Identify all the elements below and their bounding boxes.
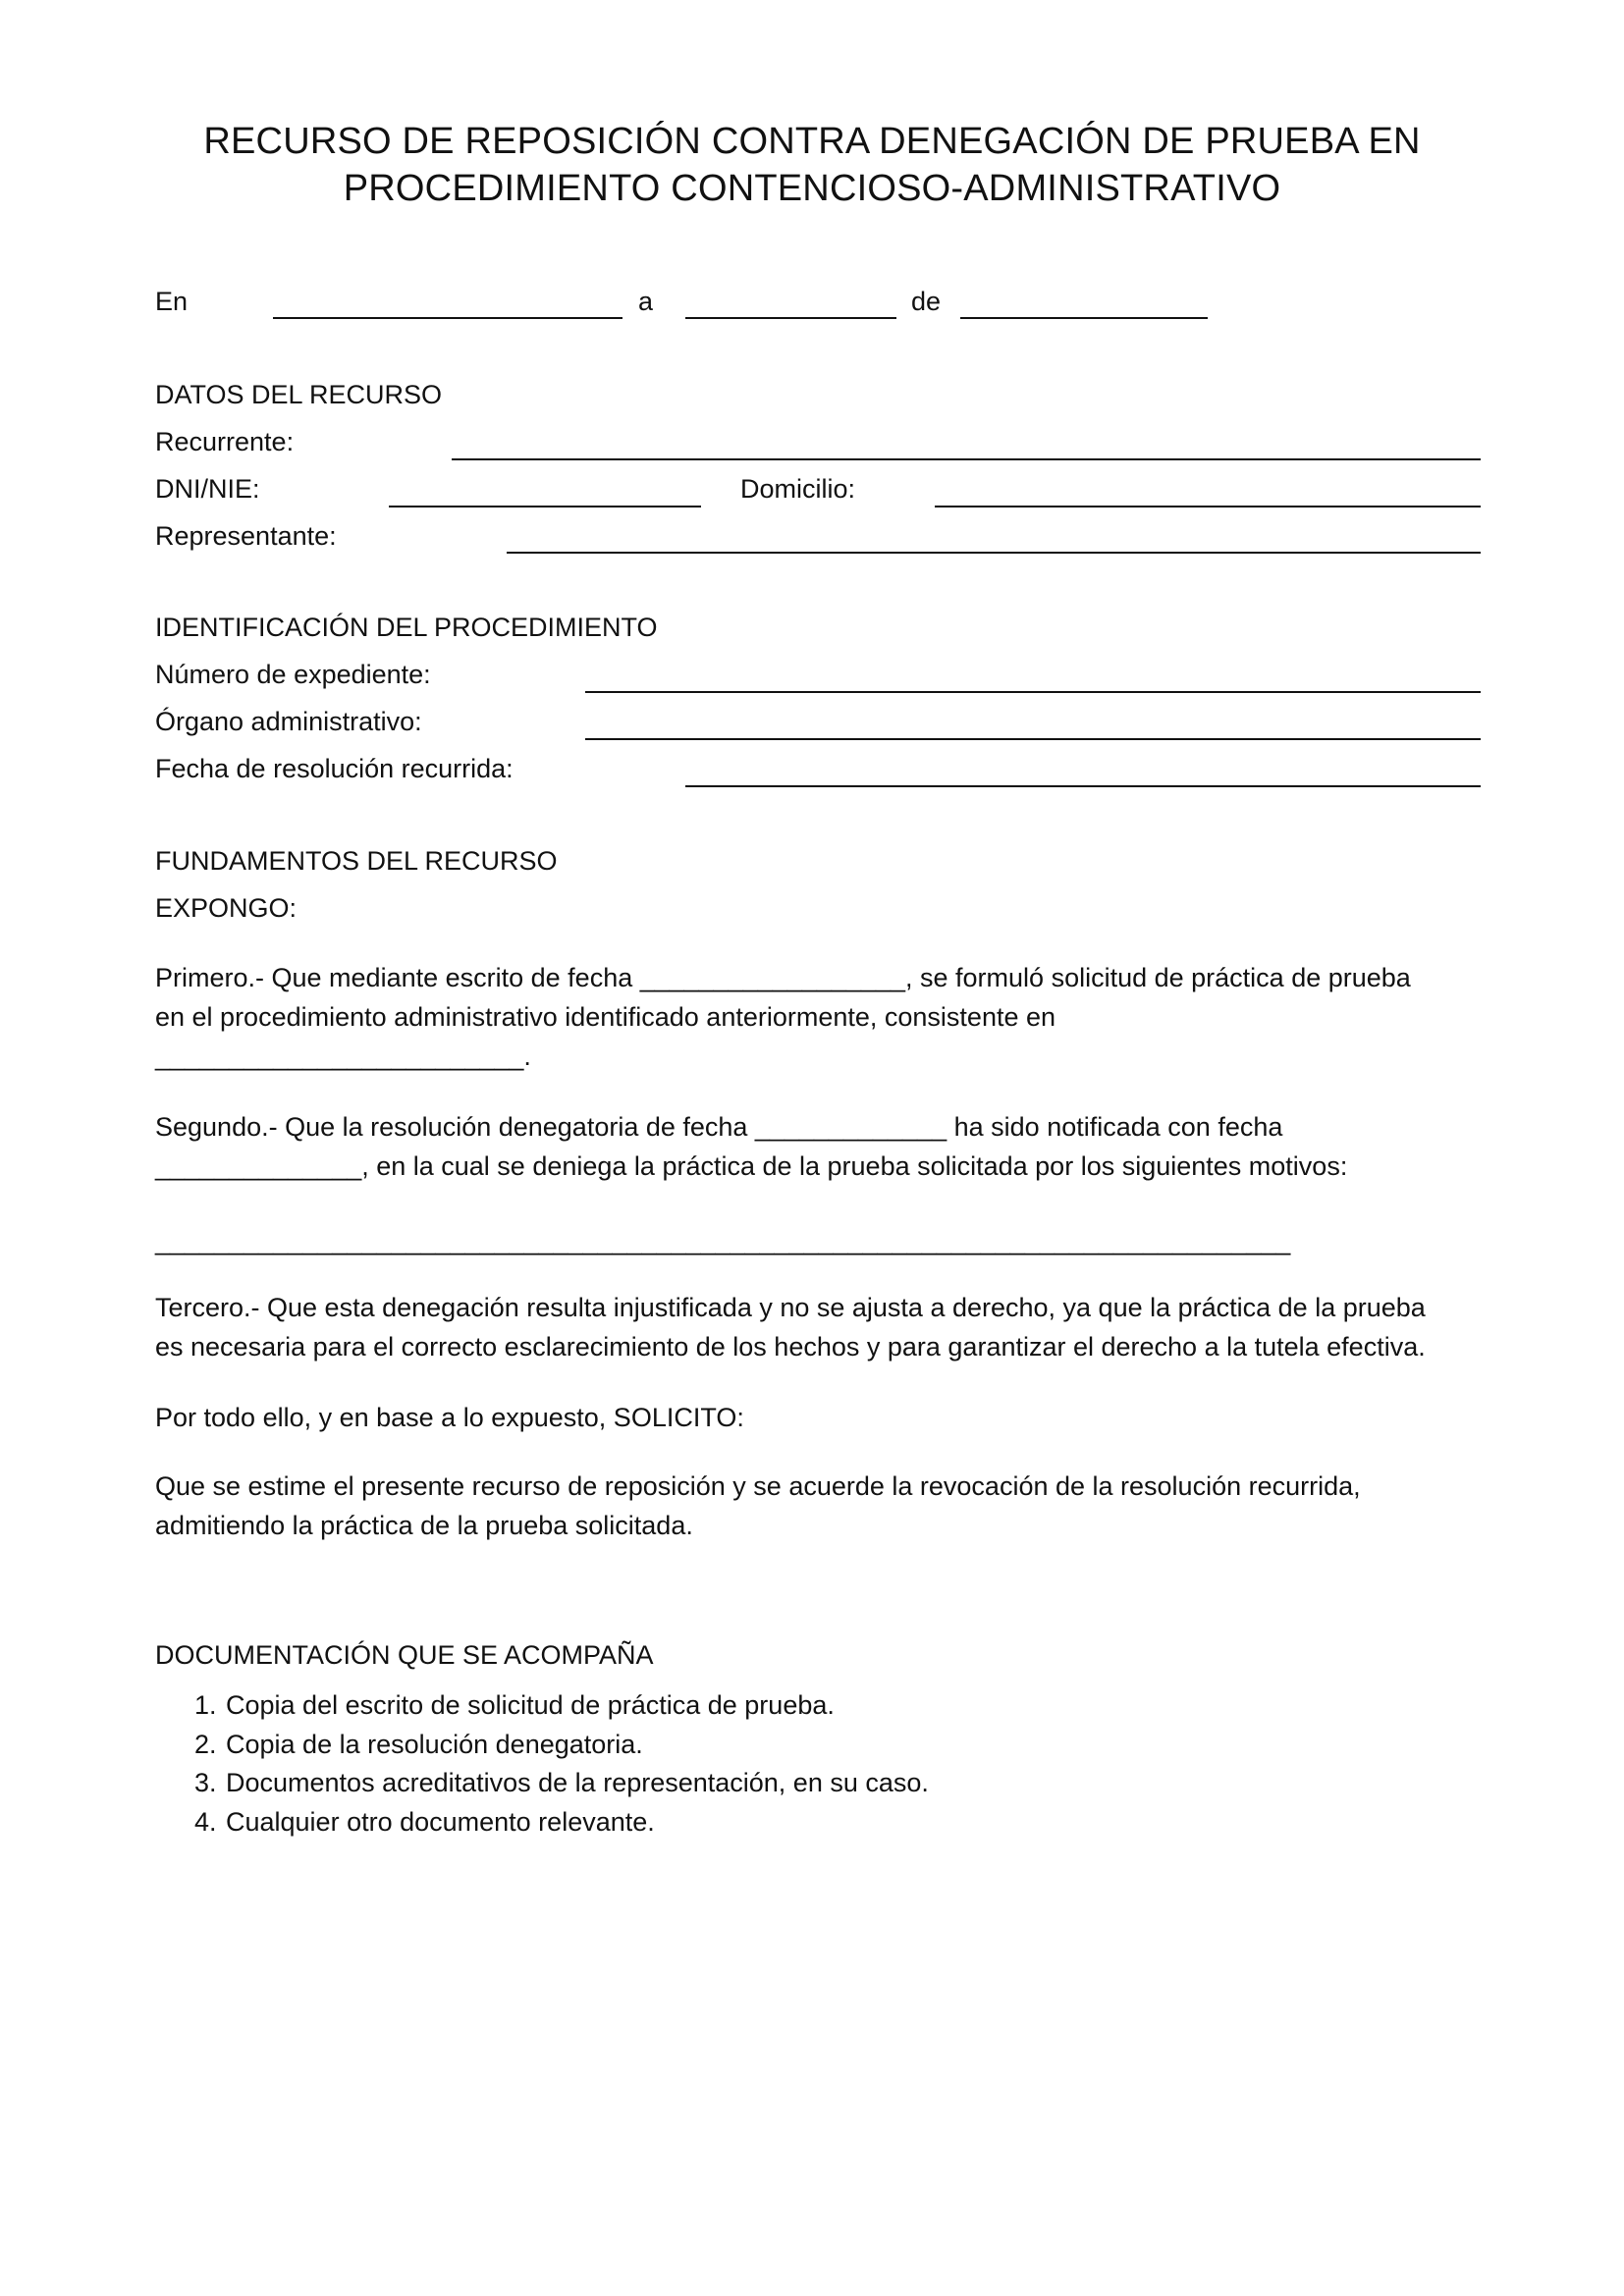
representante-field[interactable]: [507, 552, 1481, 554]
organo-field[interactable]: [585, 738, 1481, 740]
recurrente-label: Recurrente:: [155, 427, 295, 456]
fundamentos-heading: FUNDAMENTOS DEL RECURSO: [155, 846, 558, 876]
procedimiento-heading: IDENTIFICACIÓN DEL PROCEDIMIENTO: [155, 613, 658, 642]
domicilio-field[interactable]: [935, 506, 1481, 507]
primero-line-1: Primero.- Que mediante escrito de fecha __________________, se formuló solicitud de práctica de prueba: [155, 963, 1411, 992]
title-line-2: PROCEDIMIENTO CONTENCIOSO-ADMINISTRATIVO: [343, 168, 1281, 209]
representante-label: Representante:: [155, 521, 337, 551]
paragraph-peticion: [155, 1467, 1481, 1545]
paragraph-primero: [155, 958, 1481, 1076]
peticion-line-2: admitiendo la práctica de la prueba solicitada.: [155, 1511, 693, 1540]
month-blank[interactable]: [960, 317, 1208, 319]
documentacion-list: [194, 1686, 929, 1842]
solicito-line: Por todo ello, y en base a lo expuesto, SOLICITO:: [155, 1403, 744, 1432]
fecha-resolucion-label: Fecha de resolución recurrida:: [155, 754, 514, 783]
datos-heading: DATOS DEL RECURSO: [155, 380, 443, 409]
expongo-label: EXPONGO:: [155, 893, 298, 923]
tercero-line-1: Tercero.- Que esta denegación resulta injustificada y no se ajusta a derecho, ya que la práctica de la prueba: [155, 1293, 1426, 1322]
segundo-motivos-blank: _____________________________________________________________________________: [155, 1226, 1291, 1255]
domicilio-label: Domicilio:: [740, 474, 856, 504]
list-item: 3. Documentos acreditativos de la representación, en su caso.: [194, 1768, 929, 1797]
expediente-field[interactable]: [585, 691, 1481, 693]
peticion-line-1: Que se estime el presente recurso de reposición y se acuerde la revocación de la resolución recurrida,: [155, 1471, 1361, 1501]
primero-line-3: _________________________.: [155, 1041, 531, 1071]
recurrente-field[interactable]: [452, 458, 1481, 460]
de-label: de: [911, 287, 942, 316]
dni-field[interactable]: [389, 506, 701, 507]
place-blank[interactable]: [273, 317, 623, 319]
day-blank[interactable]: [685, 317, 896, 319]
primero-line-2: en el procedimiento administrativo identificado anteriormente, consistente en: [155, 1002, 1056, 1032]
title-line-1: RECURSO DE REPOSICIÓN CONTRA DENEGACIÓN DE PRUEBA EN: [203, 121, 1421, 162]
list-item: 4. Cualquier otro documento relevante.: [194, 1806, 655, 1837]
segundo-line-1: Segundo.- Que la resolución denegatoria de fecha _____________ ha sido notificada con fecha: [155, 1112, 1283, 1142]
list-item: 2. Copia de la resolución denegatoria.: [194, 1729, 643, 1759]
paragraph-tercero: [155, 1288, 1481, 1366]
expediente-label: Número de expediente:: [155, 660, 431, 689]
dni-label: DNI/NIE:: [155, 474, 260, 504]
tercero-line-2: es necesaria para el correcto esclarecimiento de los hechos y para garantizar el derecho a la tutela efectiva.: [155, 1332, 1426, 1362]
a-label: a: [638, 287, 654, 316]
list-item: 1. Copia del escrito de solicitud de práctica de prueba.: [194, 1690, 835, 1720]
organo-label: Órgano administrativo:: [155, 707, 422, 736]
segundo-line-2: ______________, en la cual se deniega la práctica de la prueba solicitada por los siguientes motivos:: [155, 1151, 1348, 1181]
paragraph-segundo: [155, 1107, 1481, 1186]
en-label: En: [155, 287, 189, 316]
fecha-resolucion-field[interactable]: [685, 785, 1481, 787]
documentacion-heading: DOCUMENTACIÓN QUE SE ACOMPAÑA: [155, 1640, 654, 1670]
document-title: [118, 118, 1506, 212]
